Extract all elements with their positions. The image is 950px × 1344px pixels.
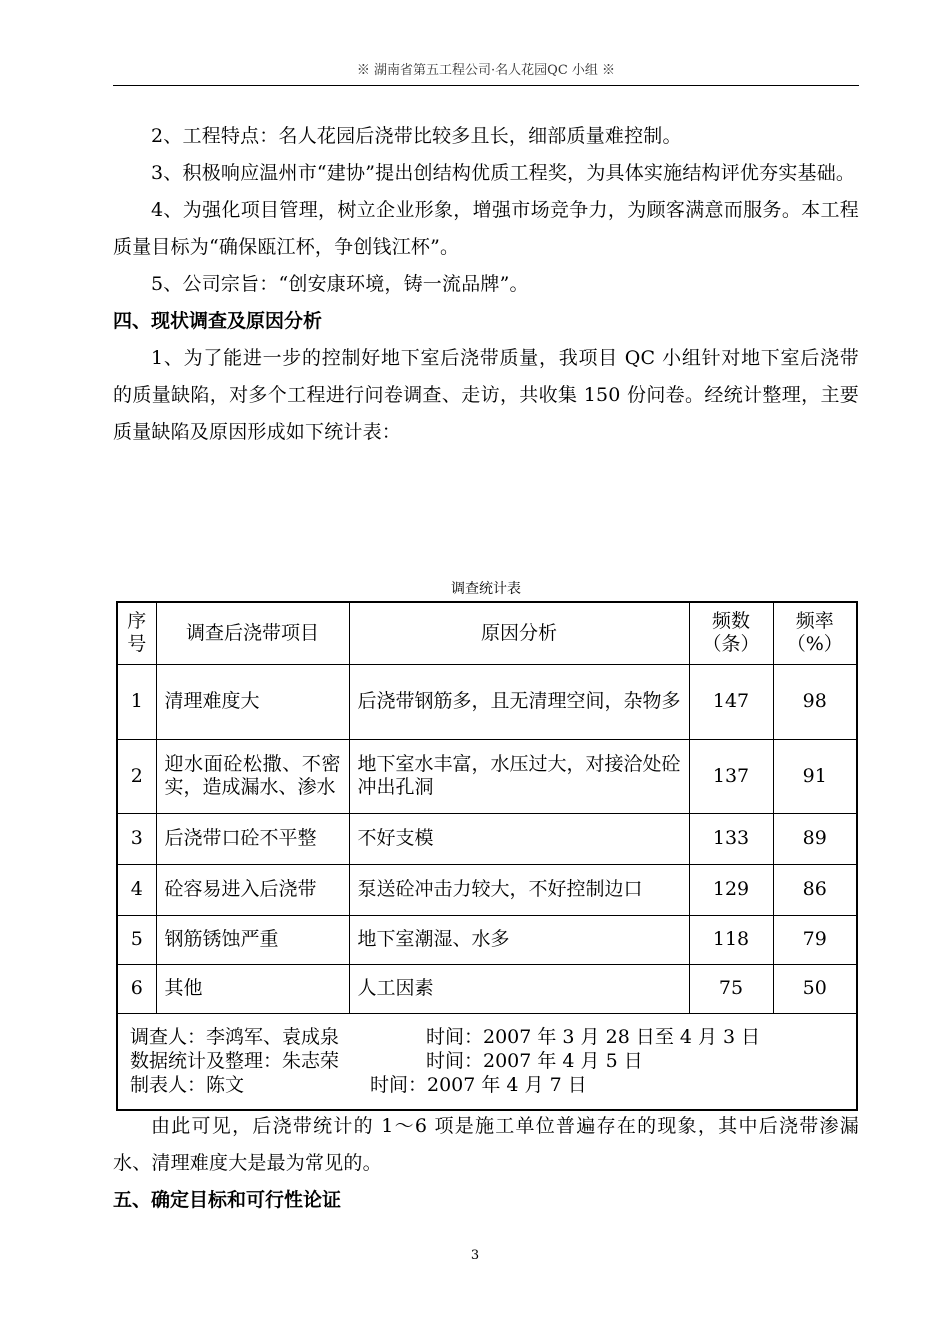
section-5-heading: 五、确定目标和可行性论证 xyxy=(113,1189,342,1211)
row-rate: 50 xyxy=(773,964,857,1013)
paragraph-5: 5、公司宗旨：“创安康环境，铸一流品牌”。 xyxy=(151,273,529,295)
table-row xyxy=(117,964,857,1013)
row-no: 2 xyxy=(117,739,156,813)
header-item: 调查后浇带项目 xyxy=(156,602,349,664)
table-header-row xyxy=(117,602,857,664)
row-item: 迎水面砼松撒、不密实，造成漏水、渗水 xyxy=(156,739,349,813)
row-item: 砼容易进入后浇带 xyxy=(156,864,349,915)
footer-line-2 xyxy=(130,1049,844,1073)
table-row xyxy=(117,739,857,813)
body-text-top xyxy=(113,118,859,451)
page-header: ※ 湖南省第五工程公司·名人花园QC 小组 ※ xyxy=(113,63,859,86)
row-no: 1 xyxy=(117,664,156,739)
row-cause: 后浇带钢筋多，且无清理空间，杂物多 xyxy=(349,664,689,739)
header-rate: 频率（%） xyxy=(773,602,857,664)
table-row xyxy=(117,664,857,739)
section-4-heading: 四、现状调查及原因分析 xyxy=(113,310,323,332)
row-cause: 地下室潮湿、水多 xyxy=(349,915,689,964)
row-cause: 泵送砼冲击力较大，不好控制边口 xyxy=(349,864,689,915)
footer-statistician: 数据统计及整理：朱志荣 xyxy=(130,1050,340,1073)
row-no: 6 xyxy=(117,964,156,1013)
header-no: 序号 xyxy=(117,602,156,664)
row-no: 3 xyxy=(117,813,156,864)
conclusion-paragraph: 由此可见，后浇带统计的 1～6 项是施工单位普遍存在的现象，其中后浇带渗漏水、清理难度大是最为常见的。 xyxy=(113,1115,859,1174)
table-row xyxy=(117,915,857,964)
row-freq: 118 xyxy=(689,915,773,964)
row-no: 5 xyxy=(117,915,156,964)
row-freq: 147 xyxy=(689,664,773,739)
row-item: 清理难度大 xyxy=(156,664,349,739)
table-row xyxy=(117,813,857,864)
footer-line-1 xyxy=(130,1025,844,1049)
paragraph-3: 3、积极响应温州市“建协”提出创结构优质工程奖，为具体实施结构评优夯实基础。 xyxy=(151,162,856,184)
row-cause: 地下室水丰富，水压过大，对接洽处砼冲出孔洞 xyxy=(349,739,689,813)
footer-line-3 xyxy=(130,1073,844,1097)
row-freq: 129 xyxy=(689,864,773,915)
table-footer-row xyxy=(117,1013,857,1110)
paragraph-2: 2、工程特点：名人花园后浇带比较多且长，细部质量难控制。 xyxy=(151,125,682,147)
page-number: 3 xyxy=(470,1248,480,1263)
footer-surveyor: 调查人：李鸿军、袁成泉 xyxy=(130,1026,340,1049)
row-item: 其他 xyxy=(156,964,349,1013)
row-rate: 89 xyxy=(773,813,857,864)
row-no: 4 xyxy=(117,864,156,915)
footer-tab-date: 时间：2007 年 4 月 7 日 xyxy=(370,1074,587,1097)
table-row xyxy=(117,864,857,915)
row-item: 钢筋锈蚀严重 xyxy=(156,915,349,964)
footer-survey-date: 时间：2007 年 3 月 28 日至 4 月 3 日 xyxy=(426,1026,761,1049)
table-footer xyxy=(117,1013,857,1110)
row-cause: 不好支模 xyxy=(349,813,689,864)
row-rate: 91 xyxy=(773,739,857,813)
row-freq: 133 xyxy=(689,813,773,864)
section-4-paragraph: 1、为了能进一步的控制好地下室后浇带质量，我项目 QC 小组针对地下室后浇带的质量缺陷，对多个工程进行问卷调查、走访，共收集 150 份问卷。经统计整理，主要质量缺陷及原因形成如下统计表： xyxy=(113,347,859,443)
row-rate: 79 xyxy=(773,915,857,964)
survey-table xyxy=(116,601,858,1111)
paragraph-4: 4、为强化项目管理，树立企业形象，增强市场竞争力，为顾客满意而服务。本工程质量目标为“确保瓯江杯，争创钱江杯”。 xyxy=(113,199,859,258)
row-item: 后浇带口砼不平整 xyxy=(156,813,349,864)
row-freq: 75 xyxy=(689,964,773,1013)
footer-tabulator: 制表人：陈文 xyxy=(130,1074,245,1097)
header-freq: 频数（条） xyxy=(689,602,773,664)
header-cause: 原因分析 xyxy=(349,602,689,664)
body-text-bottom xyxy=(113,1108,859,1219)
footer-stat-date: 时间：2007 年 4 月 5 日 xyxy=(426,1050,643,1073)
row-cause: 人工因素 xyxy=(349,964,689,1013)
row-freq: 137 xyxy=(689,739,773,813)
table-caption: 调查统计表 xyxy=(451,581,521,597)
row-rate: 98 xyxy=(773,664,857,739)
row-rate: 86 xyxy=(773,864,857,915)
